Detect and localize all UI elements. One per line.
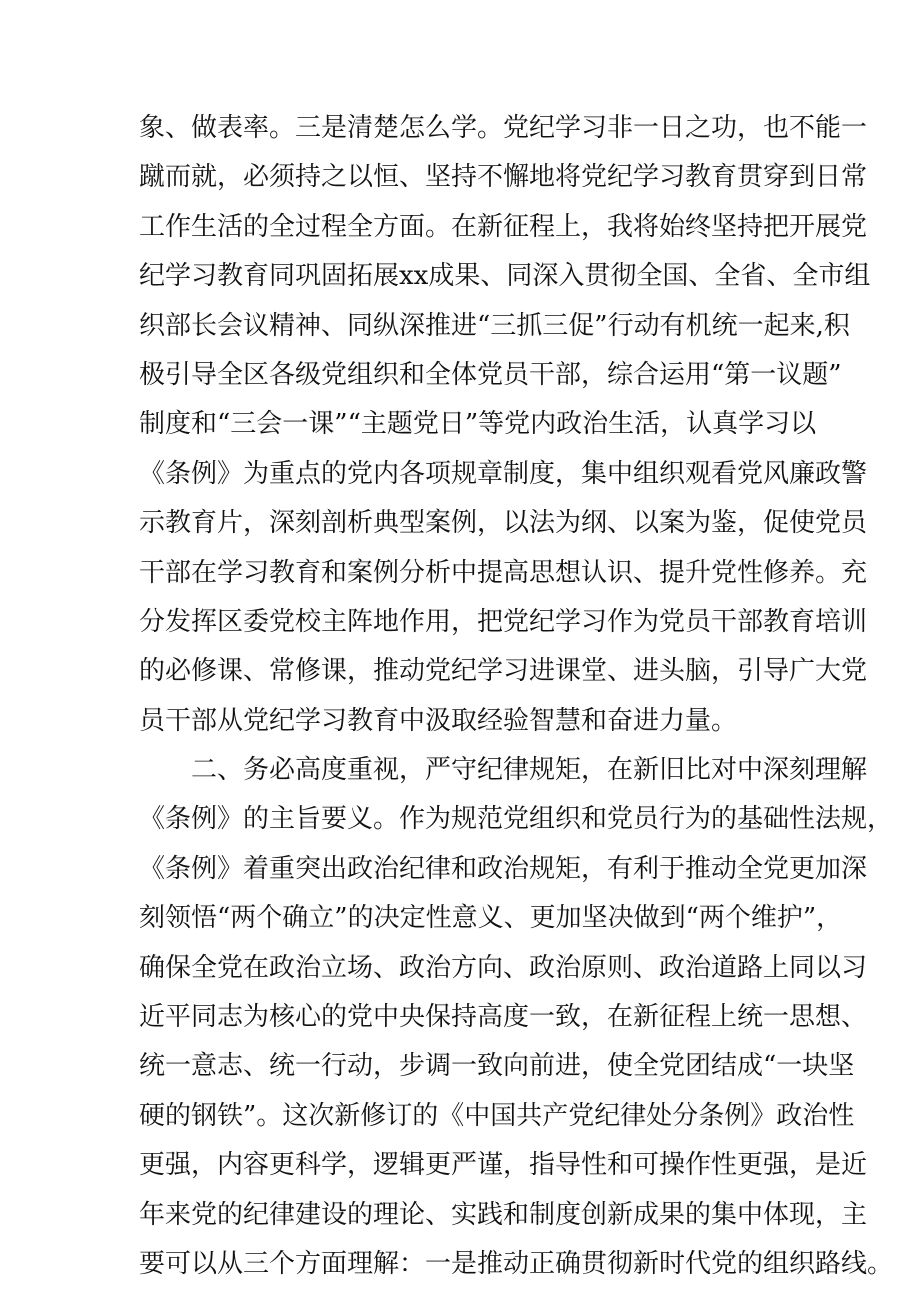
- text-line: 确保全党在政治立场、政治方向、政治原则、政治道路上同以习: [139, 952, 868, 983]
- text-line: 年来党的纪律建设的理论、实践和制度创新成果的集中体现，主: [139, 1199, 868, 1230]
- text-line: 制度和“三会一课”“主题党日”等党内政治生活，认真学习以: [139, 409, 817, 440]
- text-line: 分发挥区委党校主阵地作用，把党纪学习作为党员干部教育培训: [139, 606, 868, 637]
- text-line: 要可以从三个方面理解：一是推动正确贯彻新时代党的组织路线。: [139, 1248, 894, 1279]
- text-line: 《条例》的主旨要义。作为规范党组织和党员行为的基础性法规，: [139, 804, 894, 835]
- text-line: 干部在学习教育和案例分析中提高思想认识、提升党性修养。充: [139, 557, 868, 588]
- text-line: 蹴而就，必须持之以恒、坚持不懈地将党纪学习教育贯穿到日常: [139, 162, 868, 193]
- text-line: 示教育片，深刻剖析典型案例，以法为纲、以案为鉴，促使党员: [139, 508, 868, 539]
- text-line: 更强，内容更科学，逻辑更严谨，指导性和可操作性更强，是近: [139, 1150, 868, 1181]
- text-line: 刻领悟“两个确立”的决定性意义、更加坚决做到“两个维护”，: [139, 903, 843, 934]
- text-line: 《条例》为重点的党内各项规章制度，集中组织观看党风廉政警: [139, 458, 868, 489]
- text-line: 近平同志为核心的党中央保持高度一致，在新征程上统一思想、: [139, 1002, 868, 1033]
- text-line: 象、做表率。三是清楚怎么学。党纪学习非一日之功，也不能一: [139, 113, 868, 143]
- text-line: 极引导全区各级党组织和全体党员干部，综合运用“第一议题”: [139, 359, 842, 390]
- text-line: 织部长会议精神、同纵深推进“三抓三促”行动有机统一起来,积: [139, 310, 850, 341]
- paragraph-end-line: 员干部从党纪学习教育中汲取经验智慧和奋进力量。: [139, 705, 738, 736]
- text-line: 硬的钢铁”。这次新修订的《中国共产党纪律处分条例》政治性: [139, 1100, 855, 1131]
- text-line: 统一意志、统一行动，步调一致向前进，使全党团结成“一块坚: [139, 1051, 855, 1082]
- section-heading-line: 二、务必高度重视，严守纪律规矩，在新旧比对中深刻理解: [191, 755, 868, 786]
- text-line: 纪学习教育同巩固拓展xx成果、同深入贯彻全国、全省、全市组: [139, 261, 871, 292]
- text-line: 工作生活的全过程全方面。在新征程上，我将始终坚持把开展党: [139, 211, 868, 242]
- text-line: 的必修课、常修课，推动党纪学习进课堂、进头脑，引导广大党: [139, 656, 868, 687]
- document-body: [139, 104, 894, 1289]
- text-line: 《条例》着重突出政治纪律和政治规矩，有利于推动全党更加深: [139, 853, 868, 884]
